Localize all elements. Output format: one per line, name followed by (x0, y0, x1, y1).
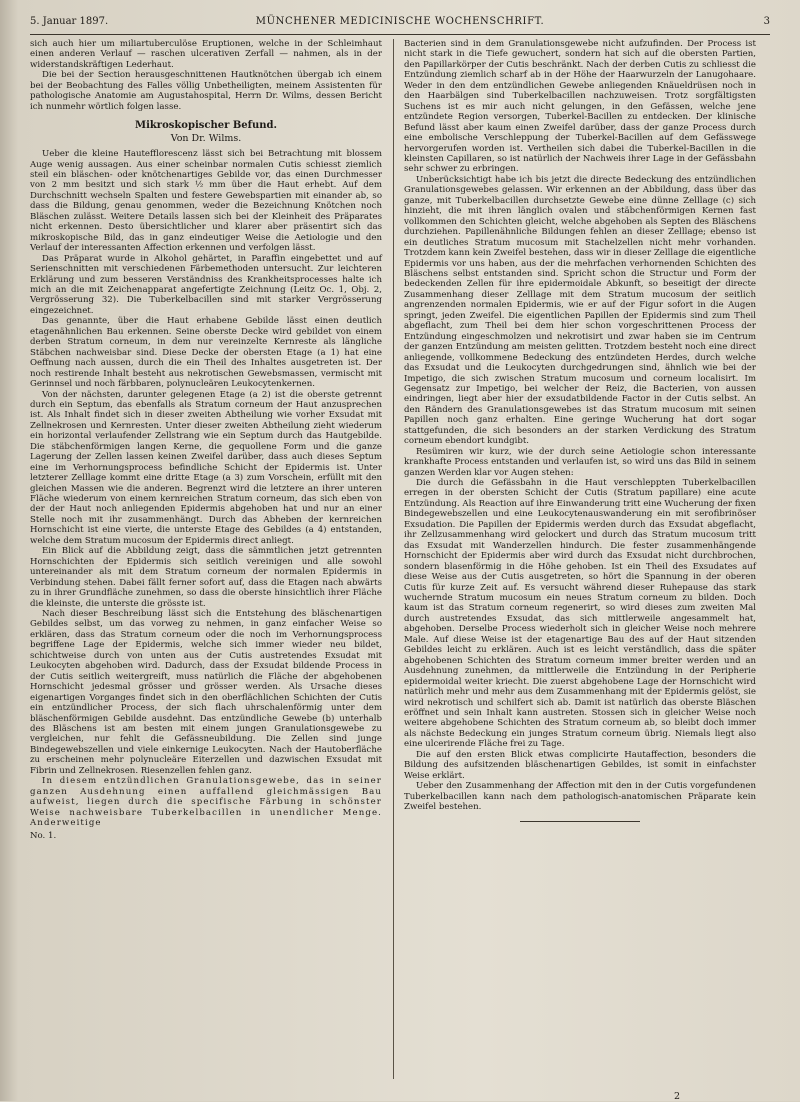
paragraph: sich auch hier um miliartuberculöse Eruptionen, welche in der Schleimhaut einen anderen Verlauf — raschen ulcerativen Zerfall — nahmen, als in der widerstandskräftigen Lederhaut. (30, 39, 382, 70)
header-rule (30, 34, 770, 35)
right-column (404, 39, 756, 822)
paragraph: Bacterien sind in dem Granulationsgewebe nicht aufzufinden. Der Process ist nicht stark in die Tiefe gewuchert, sondern hat sich auf die obersten Partien, den Papillarkörper der Cutis beschränkt. Nach der derben Cutis zu schliesst die Entzündung ziemlich scharf ab in der Höhe der Haarwurzeln der Lanugohaare. Weder in den dem entzündlichen Gewebe anliegenden Knäueldrüsen noch in den Haarbälgen sind Tuberkelbacillen nachzuweisen. Trotz sorgfältigsten Suchens ist es mir auch nicht gelungen, in den Gefässen, welche jene entzündete Region versorgen, Tuberkel-Bacillen zu entdecken. Der klinische Befund lässt aber kaum einen Zweifel darüber, dass der ganze Process durch eine embolische Verschleppung der Tuberkel-Bacillen auf dem Gefässwege hervorgerufen worden ist. Vertheilen sich dabei die Tuberkel-Bacillen in die kleinsten Capillaren, so ist natürlich der Nachweis ihrer Lage in der Gefässbahn sehr schwer zu erbringen. (404, 39, 756, 175)
paragraph: Von der nächsten, darunter gelegenen Etage (a 2) ist die oberste getrennt durch ein Septum, das ebenfalls als Stratum corneum der Haut anzusprechen ist. Als Inhalt findet sich in dieser zweiten Abtheilung wie vorher Exsudat mit Zellnekrosen und Kernresten. Unter dieser zweiten Abtheilung zieht wiederum ein horizontal verlaufender Zellstrang wie ein Septum durch das Hautgebilde. Die stäbchenförmigen langen Kerne, die gequollene Form und die ganze Lagerung der Zellen lassen keinen Zweifel darüber, dass auch dieses Septum eine im Verhornungsprocess befindliche Schicht der Epidermis ist. Unter letzterer Zelllage kommt eine dritte Etage (a 3) zum Vorschein, erfüllt mit den gleichen Massen wie die anderen. Begrenzt wird die letztere an ihrer unteren Fläche wiederum von einem kernreichen Stratum corneum, das sich eben von der der Haut noch anliegenden Epidermis abgehoben hat und nur an einer Stelle noch mit ihr zusammenhängt. Durch das Abheben der kernreichen Hornschicht ist eine vierte, die unterste Etage des Gebildes (a 4) entstanden, welche dem Stratum mucosum der Epidermis direct anliegt. (30, 389, 382, 546)
page-header (30, 12, 770, 34)
paragraph: Die bei der Section herausgeschnittenen Hautknötchen übergab ich einem bei der Beobachtung des Falles völlig Unbetheiligten, meinem Assistenten für pathologische Anatomie am Augustahospital, Herrn Dr. Wilms, dessen Bericht ich nunmehr wörtlich folgen lasse. (30, 70, 382, 112)
left-column (30, 39, 382, 841)
issue-number: No. 1. (30, 830, 57, 841)
journal-title: MÜNCHENER MEDICINISCHE WOCHENSCHRIFT. (255, 16, 545, 27)
section-title: Mikroskopischer Befund. (135, 120, 277, 132)
paragraph: Ueber den Zusammenhang der Affection mit den in der Cutis vorgefundenen Tuberkelbacillen kann nach dem pathologisch-anatomischen Präparate kein Zweifel bestehen. (404, 781, 756, 813)
paragraph: Das genannte, über die Haut erhabene Gebilde lässt einen deutlich etagenähnlichen Bau erkennen. Seine oberste Decke wird gebildet von einem derben Stratum corneum, in dem nur vereinzelte Kernreste als längliche Stäbchen nachweisbar sind. Diese Decke der obersten Etage (a 1) hat eine Oeffnung nach aussen, durch die ein Theil des Inhaltes ausgetreten ist. Der noch restirende Inhalt besteht aus nekrotischen Gewebsmassen, vermischt mit Gerinnsel und noch färbbaren, polynucleären Leukocytenkernen. (30, 316, 382, 390)
column-divider (393, 39, 394, 1079)
two-column-body (30, 39, 770, 1102)
signature-mark: 2 (673, 1091, 680, 1102)
page-number: 3 (763, 16, 770, 27)
paragraph: Das Präparat wurde in Alkohol gehärtet, in Paraffin eingebettet und auf Serienschnitten mit verschiedenen Färbemethoden untersucht. Zur leichteren Erklärung und zum besseren Verständniss des Krankheitsprocesses halte ich mich an die mit Zeichenapparat angefertigte Zeichnung (Leitz Oc. 1, Obj. 2, Vergrösserung 32). Die Tuberkelbacillen sind mit starker Vergrösserung eingezeichnet. (30, 253, 382, 316)
paragraph: Nach dieser Beschreibung lässt sich die Entstehung des bläschenartigen Gebildes selbst, um das vorweg zu nehmen, in ganz einfacher Weise so erklären, dass das Stratum corneum oder die noch im Verhornungsprocess begriffene Lage der Epidermis, welche sich immer wieder neu bildet, schichtweise durch von unten aus der Cutis austretendes Exsudat mit Leukocyten abgehoben wird. Dadurch, dass der Exsudat bildende Process in der Cutis seitlich weitergreift, muss natürlich die Fläche der abgehobenen Hornschicht jedesmal grösser und grösser werden. Als Ursache dieses eigenartigen Vorganges findet sich in den oberflächlichen Schichten der Cutis ein entzündlicher Process, der sich flach uhrschalenförmig unter dem bläschenförmigen Gebilde ausdehnt. Das entzündliche Gewebe (b) unterhalb des Bläschens ist am besten mit einem jungen Granulationsgewebe zu vergleichen, nur fehlt die Gefässneubildung. Die Zellen sind junge Bindegewebszellen und viele einkernige Leukocyten. Nach der Hautoberfläche zu erscheinen mehr polynucleäre Eiterzellen und dazwischen Exsudat mit Fibrin und Zellnekrosen. Riesenzellen fehlen ganz. (30, 609, 382, 776)
paragraph: Ueber die kleine Hautefflorescenz lässt sich bei Betrachtung mit blossem Auge wenig aussagen. Aus einer scheinbar normalen Cutis schiesst ziemlich steil ein bläschen- oder knötchenartiges Gebilde vor, das einen Durchmesser von 2 mm besitzt und sich stark ½ mm über die Haut erhebt. Auf dem Durchschnitt wechseln Spalten und festere Gewebspartien mit einander ab, so dass die Bildung, genau genommen, weder die Bezeichnung Knötchen noch Bläschen zulässt. Weitere Details lassen sich bei der Kleinheit des Präparates nicht erkennen. Desto übersichtlicher und klarer aber präsentirt sich das mikroskopische Bild, das in ganz eindeutiger Weise die Aetiologie und den Verlauf der interessanten Affection erkennen und verfolgen lässt. (30, 149, 382, 254)
emphasized-paragraph: In diesem entzündlichen Granulationsgewebe, das in seiner ganzen Ausdehnung einen auffallend gleichmässigen Bau aufweist, liegen durch die specifische Färbung in schönster Weise nachweisbare Tuberkelbacillen in unendlicher Menge. Anderweitige (30, 776, 382, 829)
paragraph: Die auf den ersten Blick etwas complicirte Hautaffection, besonders die Bildung des aufsitzenden bläschenartigen Gebildes, ist somit in einfachster Weise erklärt. (404, 749, 756, 781)
paragraph: Ein Blick auf die Abbildung zeigt, dass die sämmtlichen jetzt getrennten Hornschichten der Epidermis sich seitlich vereinigen und alle sowohl untereinander als mit dem Stratum corneum der normalen Epidermis in Verbindung stehen. Dabei fällt ferner sofort auf, dass die Etagen nach abwärts zu in ihrer Grundfläche zunehmen, so dass die oberste hinsichtlich ihrer Fläche die kleinste, die unterste die grösste ist. (30, 546, 382, 609)
end-rule (520, 821, 640, 822)
issue-date: 5. Januar 1897. (30, 16, 109, 27)
paragraph: Die durch die Gefässbahn in die Haut verschleppten Tuberkelbacillen erregen in der obersten Schicht der Cutis (Stratum papillare) eine acute Entzündung. Als Reaction auf ihre Einwanderung tritt eine Wucherung der fixen Bindegewebszellen und eine Leukocytenauswanderung ein mit serofibrinöser Exsudation. Die Papillen der Epidermis werden durch das Exsudat abgeflacht, ihr Zellzusammenhang wird gelockert und durch das Stratum mucosum tritt das Exsudat mit Wanderzellen hindurch. Die fester zusammenhängende Hornschicht der Epidermis aber wird durch das Exsudat nicht durchbrochen, sondern blasenförmig in die Höhe gehoben. Ist ein Theil des Exsudates auf diese Weise aus der Cutis ausgetreten, so hört die Spannung in der oberen Cutis für kurze Zeit auf. Es versucht während dieser Ruhepause das stark wuchernde Stratum mucosum ein neues Stratum corneum zu bilden. Doch kaum ist das Stratum corneum regenerirt, so wird dieses zum zweiten Mal durch austretendes Exsudat, das sich mittlerweile angesammelt hat, abgehoben. Derselbe Process wiederholt sich in gleicher Weise noch mehrere Male. Auf diese Weise ist der etagenartige Bau des auf der Haut sitzenden Gebildes leicht zu erklären. Auch ist es leicht verständlich, dass die später abgehobenen Schichten des Stratum corneum immer breiter werden und an Ausdehnung zunehmen, da mittlerweile die Entzündung in der Peripherie epidermoidal weiter kriecht. Die zuerst abgehobene Lage der Hornschicht wird natürlich mehr und mehr aus dem Zusammenhang mit der Epidermis gelöst, sie wird nekrotisch und schilfert sich ab. Damit ist natürlich das oberste Bläschen eröffnet und sein Inhalt kann austreten. Stossen sich in gleicher Weise noch weitere abgehobene Schichten des Stratum corneum ab, so bleibt doch immer als nächste Bedeckung ein junges Stratum corneum übrig. Niemals liegt also eine ulcerirende Fläche frei zu Tage. (404, 478, 756, 750)
paragraph: Unberücksichtigt habe ich bis jetzt die directe Bedeckung des entzündlichen Granulationsgewebes gelassen. Wir erkennen an der Abbildung, dass über das ganze, mit Tuberkelbacillen durchsetzte Gewebe eine dünne Zelllage (c) sich hinzieht, die mit ihren länglich ovalen und stäbchenförmigen Kernen fast vollkommen den Schichten gleicht, welche abgehoben als Septen des Bläschens durchziehen. Papillenähnliche Bildungen fehlen an dieser Zelllage; ebenso ist ein deutliches Stratum mucosum mit Stachelzellen nicht mehr vorhanden. Trotzdem kann kein Zweifel bestehen, dass wir in dieser Zelllage die eigentliche Epidermis vor uns haben, aus der die mehrfachen verhornenden Schichten des Bläschens selbst entstanden sind. Spricht schon die Structur und Form der bedeckenden Zellen für ihre epidermoidale Abkunft, so beseitigt der directe Zusammenhang dieser Zelllage mit dem Stratum mucosum der seitlich angrenzenden normalen Epidermis, wie er auf der Figur sofort in die Augen springt, jeden Zweifel. Die eigentlichen Papillen der Epidermis sind zum Theil abgeflacht, zum Theil bei dem hier schon vorgeschrittenen Process der Entzündung eingeschmolzen und nekrotisirt und zwar haben sie im Centrum der ganzen Entzündung am meisten gelitten. Trotzdem besteht noch eine direct anliegende, vollkommene Bedeckung des entzündeten Herdes, durch welche das Exsudat und die Leukocyten durchgedrungen sind, ähnlich wie bei der Impetigo, die sich zwischen Stratum mucosum und corneum localisirt. Im Gegensatz zur Impetigo, bei welcher der Reiz, die Bacterien, von aussen eindringen, liegt aber hier der exsudatbildende Factor in der Cutis selbst. An den Rändern des Granulationsgewebes ist das Stratum mucosum mit seinen Papillen noch ganz erhalten. Eine geringe Wucherung hat dort sogar stattgefunden, die sich besonders an der starken Verdickung des Stratum corneum ebendort kundgibt. (404, 174, 756, 447)
paragraph: Resümiren wir kurz, wie der durch seine Aetiologie schon interessante krankhafte Process entstanden und verlaufen ist, so wird uns das Bild in seinem ganzen Werden klar vor Augen stehen: (404, 446, 756, 478)
section-author: Von Dr. Wilms. (170, 132, 242, 144)
